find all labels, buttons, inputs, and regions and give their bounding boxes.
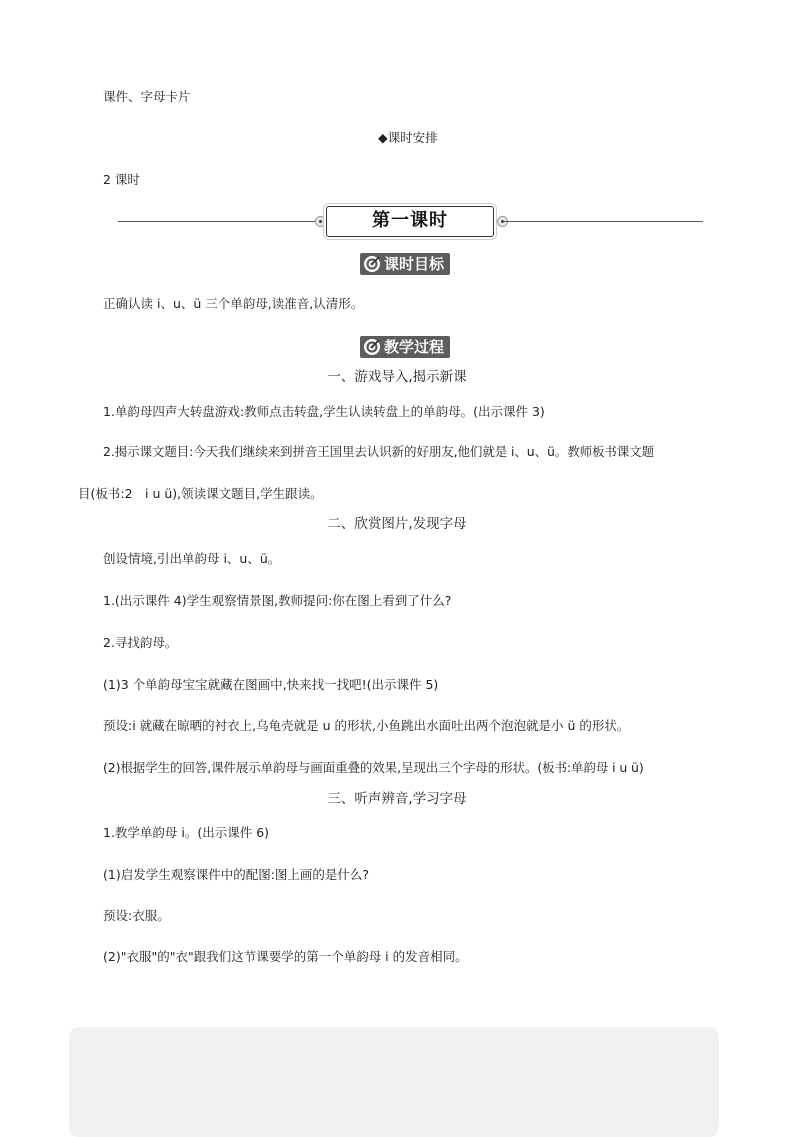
s1-paragraph-2-line2: 目(板书:2 i u ü),领读课文题目,学生跟读。 (78, 486, 323, 501)
goal-text: 正确认读 i、u、ü 三个单韵母,读准音,认清形。 (103, 296, 364, 311)
s2-intro: 创设情境,引出单韵母 i、u、ü。 (103, 551, 281, 566)
schedule-text: 2 课时 (103, 172, 140, 187)
banner-dot-left (315, 216, 326, 227)
s3-paragraph-4: (2)"衣服"的"衣"跟我们这节课要学的第一个单韵母 i 的发音相同。 (103, 949, 468, 964)
process-label-text: 教学过程 (384, 338, 445, 356)
s2-paragraph-5: (2)根据学生的回答,课件展示单韵母与画面重叠的效果,呈现出三个字母的形状。(板书:单韵母 i u ü) (103, 760, 644, 775)
s3-paragraph-1: 1.教学单韵母 i。(出示课件 6) (103, 825, 270, 840)
section2-title: 二、欣赏图片,发现字母 (327, 516, 467, 532)
s3-paragraph-3: 预设:衣服。 (103, 908, 170, 923)
materials-text: 课件、字母卡片 (103, 89, 191, 104)
footer-panel (69, 1027, 719, 1137)
s1-paragraph-1: 1.单韵母四声大转盘游戏:教师点击转盘,学生认读转盘上的单韵母。(出示课件 3) (103, 404, 545, 419)
s2-paragraph-4: 预设:i 就藏在晾晒的衬衣上,乌龟壳就是 u 的形状,小鱼跳出水面吐出两个泡泡就是小 ü 的形状。 (103, 718, 630, 733)
banner-rule-right (503, 221, 703, 222)
goal-label (360, 253, 450, 275)
target-icon (363, 255, 381, 273)
s1-paragraph-2-line1: 2.揭示课文题目:今天我们继续来到拼音王国里去认识新的好朋友,他们就是 i、u、ü。教师板书课文题 (103, 444, 655, 459)
goal-label-text: 课时目标 (384, 255, 445, 273)
lesson-banner-title: 第一课时 (326, 206, 494, 237)
s2-paragraph-1: 1.(出示课件 4)学生观察情景图,教师提问:你在图上看到了什么? (103, 593, 452, 608)
section1-title: 一、游戏导入,揭示新课 (327, 369, 467, 385)
target-icon (363, 338, 381, 356)
banner-rule-left (118, 221, 321, 222)
s3-paragraph-2: (1)启发学生观察课件中的配图:图上画的是什么? (103, 867, 370, 882)
s2-paragraph-2: 2.寻找韵母。 (103, 635, 178, 650)
schedule-heading: ◆课时安排 (378, 130, 438, 145)
s2-paragraph-3: (1)3 个单韵母宝宝就藏在图画中,快来找一找吧!(出示课件 5) (103, 677, 439, 692)
process-label (360, 336, 450, 358)
section3-title: 三、听声辨音,学习字母 (327, 791, 467, 807)
